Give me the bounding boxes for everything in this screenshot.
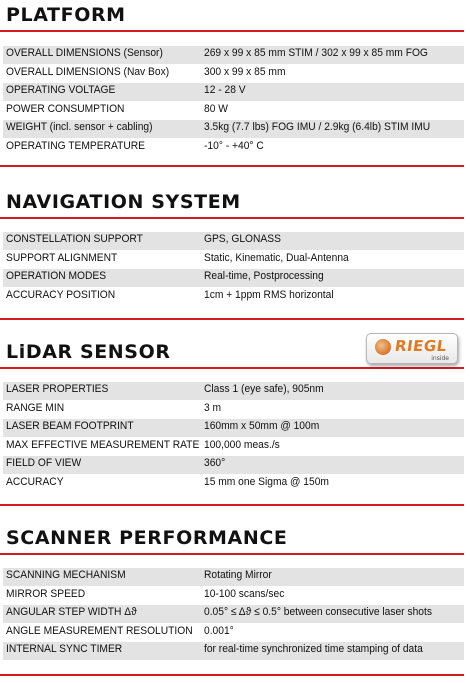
row-value: 300 x 99 x 85 mm <box>204 65 286 78</box>
section-divider <box>0 30 464 32</box>
row-label: SCANNING MECHANISM <box>6 569 126 581</box>
section-divider <box>0 217 464 219</box>
row-label: ANGULAR STEP WIDTH Δϑ <box>6 606 137 619</box>
table-row <box>3 102 464 121</box>
row-value: 3.5kg (7.7 lbs) FOG IMU / 2.9kg (6.4lb) STIM IMU <box>204 121 431 134</box>
table-row <box>3 605 464 624</box>
section-divider <box>0 674 464 676</box>
row-value: 0.001° <box>204 624 234 637</box>
row-value: 360° <box>204 457 226 470</box>
riegl-logo-sub: inside <box>431 355 449 362</box>
row-label: OVERALL DIMENSIONS (Sensor) <box>6 47 163 59</box>
riegl-mark-icon <box>375 339 391 355</box>
table-row <box>3 120 464 139</box>
row-label: OPERATING TEMPERATURE <box>6 139 145 152</box>
table-row <box>3 232 464 251</box>
row-label: ACCURACY <box>6 475 64 488</box>
row-label: WEIGHT (incl. sensor + cabling) <box>6 121 153 134</box>
row-label: SUPPORT ALIGNMENT <box>6 251 118 264</box>
section-divider <box>0 165 464 167</box>
section-divider <box>0 318 464 320</box>
row-value: Static, Kinematic, Dual-Antenna <box>204 251 349 264</box>
table-row <box>3 456 464 475</box>
table-row <box>3 288 464 307</box>
row-label: MIRROR SPEED <box>6 587 86 600</box>
row-label: LASER PROPERTIES <box>6 383 109 395</box>
row-label: LASER BEAM FOOTPRINT <box>6 420 134 433</box>
row-value: 1cm + 1ppm RMS horizontal <box>204 288 334 301</box>
row-label: OVERALL DIMENSIONS (Nav Box) <box>6 65 170 78</box>
row-value: 3 m <box>204 401 222 414</box>
row-value: Rotating Mirror <box>204 569 272 581</box>
row-label: POWER CONSUMPTION <box>6 102 125 115</box>
row-value: 269 x 99 x 85 mm STIM / 302 x 99 x 85 mm FOG <box>204 47 428 59</box>
spec-table <box>3 568 464 661</box>
table-row <box>3 642 464 661</box>
spec-table <box>3 232 464 306</box>
row-label: RANGE MIN <box>6 401 65 414</box>
row-value: 10-100 scans/sec <box>204 587 285 600</box>
table-row <box>3 401 464 420</box>
table-row <box>3 624 464 643</box>
section-title: NAVIGATION SYSTEM <box>6 191 241 213</box>
row-label: OPERATION MODES <box>6 270 107 283</box>
table-row <box>3 568 464 587</box>
table-row <box>3 269 464 288</box>
table-row <box>3 251 464 270</box>
row-label: INTERNAL SYNC TIMER <box>6 643 123 656</box>
row-value: Real-time, Postprocessing <box>204 270 324 283</box>
row-value: Class 1 (eye safe), 905nm <box>204 383 324 395</box>
section-divider <box>0 367 464 369</box>
row-value: 100,000 meas./s <box>204 438 280 451</box>
table-row <box>3 46 464 65</box>
spec-table <box>3 46 464 158</box>
riegl-logo-text: RIEGL <box>393 337 449 355</box>
table-row <box>3 382 464 401</box>
row-label: FIELD OF VIEW <box>6 457 82 470</box>
row-value: 160mm x 50mm @ 100m <box>204 420 320 433</box>
row-value: for real-time synchronized time stamping of data <box>204 643 423 656</box>
table-row <box>3 83 464 102</box>
row-value: -10° - +40° C <box>204 139 264 152</box>
row-label: CONSTELLATION SUPPORT <box>6 233 143 245</box>
row-value: 0.05° ≤ Δϑ ≤ 0.5° between consecutive laser shots <box>204 606 432 619</box>
row-label: OPERATING VOLTAGE <box>6 84 116 97</box>
spec-table <box>3 382 464 494</box>
table-row <box>3 438 464 457</box>
section-title: PLATFORM <box>6 4 126 26</box>
section-divider <box>0 504 464 506</box>
table-row <box>3 139 464 158</box>
row-value: 15 mm one Sigma @ 150m <box>204 475 329 488</box>
table-row <box>3 419 464 438</box>
row-label: ANGLE MEASUREMENT RESOLUTION <box>6 624 193 637</box>
table-row <box>3 475 464 494</box>
section-title: SCANNER PERFORMANCE <box>6 527 288 549</box>
riegl-logo <box>366 333 458 364</box>
table-row <box>3 65 464 84</box>
section-title: LiDAR SENSOR <box>6 341 171 363</box>
table-row <box>3 587 464 606</box>
section-divider <box>0 553 464 555</box>
row-label: MAX EFFECTIVE MEASUREMENT RATE <box>6 438 200 451</box>
row-value: 12 - 28 V <box>204 84 246 97</box>
row-label: ACCURACY POSITION <box>6 288 116 301</box>
row-value: GPS, GLONASS <box>204 233 281 245</box>
row-value: 80 W <box>204 102 228 115</box>
